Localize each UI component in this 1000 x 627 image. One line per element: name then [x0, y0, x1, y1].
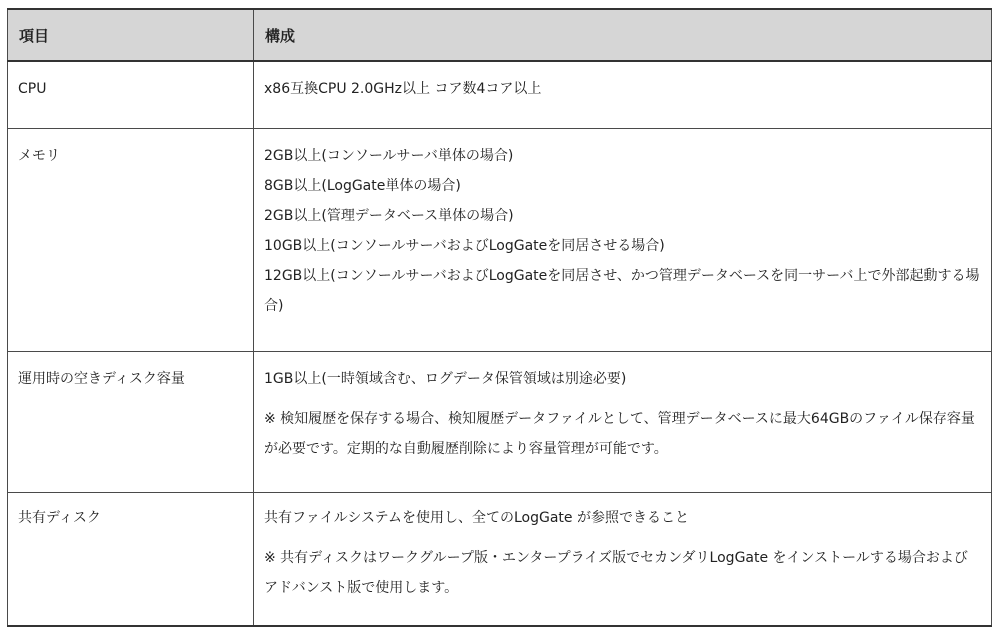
row-item-disk: 運用時の空きディスク容量	[8, 352, 254, 493]
config-line: x86互換CPU 2.0GHz以上 コア数4コア以上	[264, 81, 542, 97]
config-line: 10GB以上(コンソールサーバおよびLogGateを同居させる場合)	[264, 238, 665, 254]
config-line: 12GB以上(コンソールサーバおよびLogGateを同居させ、かつ管理データベースを同一サーバ上で外部起動する場合)	[264, 268, 980, 314]
table-row	[8, 493, 992, 627]
header-config: 構成	[254, 9, 992, 61]
row-config-cpu	[254, 61, 992, 129]
row-config-memory	[254, 129, 992, 352]
row-config-shared-disk	[254, 493, 992, 627]
config-line: 1GB以上(一時領域含む、ログデータ保管領域は別途必要)	[264, 371, 627, 387]
config-line: 共有ファイルシステムを使用し、全てのLogGate が参照できること	[264, 510, 689, 526]
table-row	[8, 352, 992, 493]
config-note: ※ 検知履歴を保存する場合、検知履歴データファイルとして、管理データベースに最大64GBのファイル保存容量が必要です。定期的な自動履歴削除により容量管理が可能です。	[264, 411, 975, 457]
spec-table	[7, 8, 992, 627]
table-header-row	[8, 9, 992, 61]
table-row	[8, 61, 992, 129]
config-note: ※ 共有ディスクはワークグループ版・エンタープライズ版でセカンダリLogGate をインストールする場合およびアドバンスト版で使用します。	[264, 550, 968, 596]
row-item-cpu: CPU	[8, 61, 254, 129]
header-item: 項目	[8, 9, 254, 61]
config-line: 2GB以上(管理データベース単体の場合)	[264, 208, 514, 224]
config-line: 8GB以上(LogGate単体の場合)	[264, 178, 461, 194]
row-item-shared-disk: 共有ディスク	[8, 493, 254, 627]
config-line: 2GB以上(コンソールサーバ単体の場合)	[264, 148, 514, 164]
table-row	[8, 129, 992, 352]
row-item-memory: メモリ	[8, 129, 254, 352]
row-config-disk	[254, 352, 992, 493]
